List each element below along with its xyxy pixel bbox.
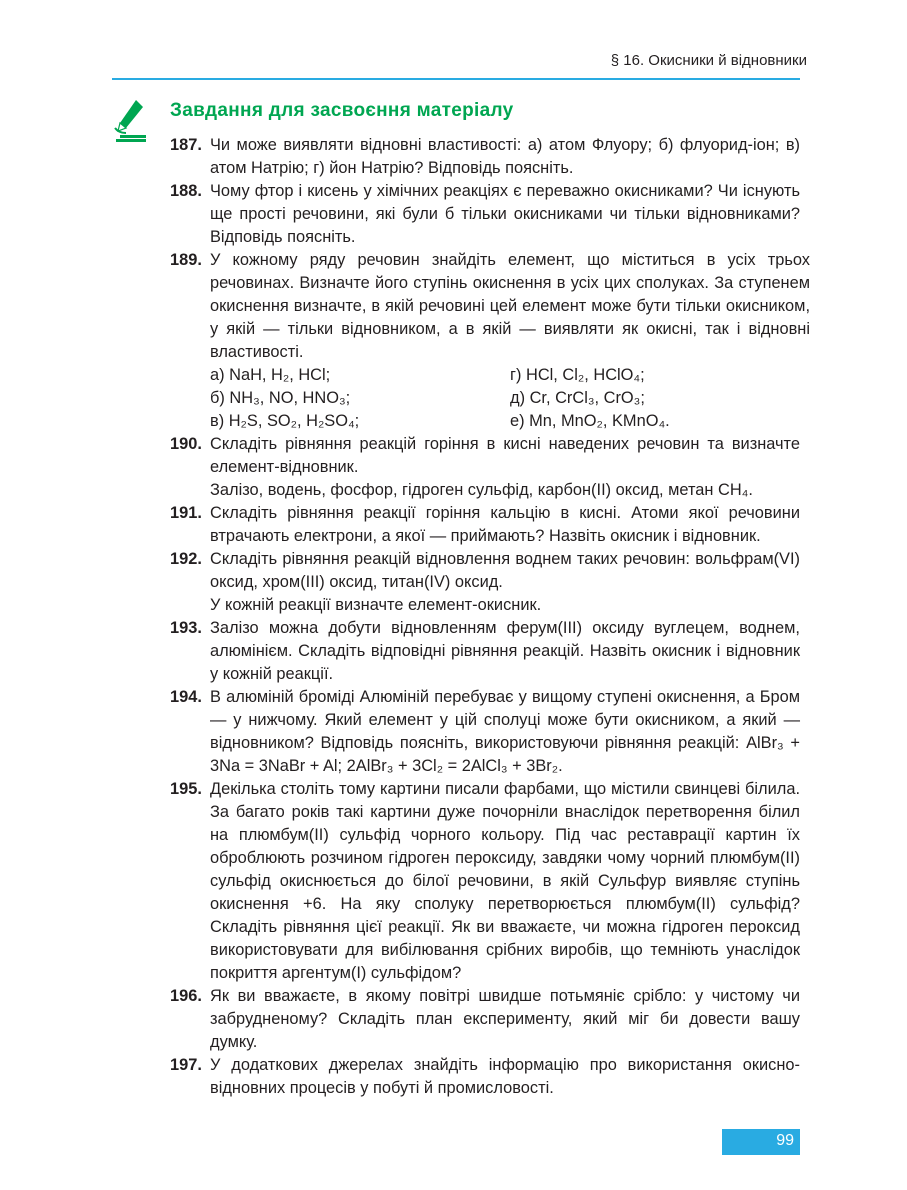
option-d: д) Cr, CrCl₃, CrO₃;	[510, 389, 645, 407]
task-text: Як ви вважаєте, в якому повітрі швидше потьмяніє срібло: у чистому чи забрудненому? Складіть план експерименту, який міг би довести вашу думку.	[210, 987, 800, 1051]
task-194	[170, 686, 800, 778]
task-197	[170, 1054, 800, 1100]
task-195	[170, 778, 800, 985]
task-text: Складіть рівняння реакцій горіння в кисні наведених речовин та визначте елемент-відновник.	[210, 435, 800, 476]
task-text: Залізо можна добути відновленням ферум(ІІІ) оксиду вуглецем, воднем, алюмінієм. Складіть відповідні рівняння реакцій. Назвіть окисник і відновник у кожній реакції.	[210, 619, 800, 683]
task-number: 196.	[170, 987, 202, 1005]
task-189	[170, 249, 810, 433]
task-191	[170, 502, 800, 548]
header-rule	[112, 78, 800, 80]
page-header	[0, 0, 907, 80]
task-text: У додаткових джерелах знайдіть інформацію про використання окисно-відновних процесів у побуті й промисловості.	[210, 1056, 800, 1097]
task-number: 194.	[170, 688, 202, 706]
page-number-badge	[722, 1129, 800, 1155]
task-190	[170, 433, 800, 502]
task-192	[170, 548, 800, 617]
task-extra: Залізо, водень, фосфор, гідроген сульфід, карбон(ІІ) оксид, метан CH₄.	[210, 481, 753, 499]
task-number: 197.	[170, 1056, 202, 1074]
task-number: 189.	[170, 251, 202, 269]
task-187	[170, 134, 800, 180]
task-188	[170, 180, 800, 249]
option-v: в) H₂S, SO₂, H₂SO₄;	[210, 412, 360, 430]
option-g: г) HCl, Cl₂, HClO₄;	[510, 366, 645, 384]
task-text: В алюміній броміді Алюміній перебуває у вищому ступені окиснення, а Бром — у нижчому. Який елемент у цій сполуці може бути окисником, а який — відновником? Відповідь поясніть, використовуючи рівняння реакцій: AlBr₃ + 3Na = 3NaBr + Al; 2AlBr₃ + 3Cl₂ = 2AlCl₃ + 3Br₂.	[210, 688, 800, 775]
task-options	[210, 364, 810, 433]
task-196	[170, 985, 800, 1054]
task-text: Складіть рівняння реакцій відновлення воднем таких речовин: вольфрам(VI) оксид, хром(ІІІ) оксид, титан(IV) оксид.	[210, 550, 800, 591]
option-b: б) NH₃, NO, HNO₃;	[210, 389, 351, 407]
task-number: 195.	[170, 780, 202, 798]
task-text: Чому фтор і кисень у хімічних реакціях є переважно окисниками? Чи існують ще прості речовини, які були б тільки окисниками чи тільки відновниками? Відповідь поясніть.	[210, 182, 800, 246]
task-number: 187.	[170, 136, 202, 154]
task-extra: У кожній реакції визначте елемент-окисник.	[210, 596, 542, 614]
task-number: 190.	[170, 435, 202, 453]
task-text: Чи може виявляти відновні властивості: а) атом Флуору; б) флуорид-іон; в) атом Натрію; г) йон Натрію? Відповідь поясніть.	[210, 136, 800, 177]
task-text: Декілька століть тому картини писали фарбами, що містили свинцеві білила. За багато років такі картини дуже почорніли внаслідок перетворення білил на плюмбум(ІІ) сульфід чорного кольору. Під час реставрації картин їх оброблюють розчином гідроген пероксиду, завдяки чому чорний плюмбум(ІІ) сульфід окиснюється до білої речовини, в якій Сульфур виявляє ступінь окиснення +6. На яку сполуку перетворюється плюмбум(ІІ) сульфід? Складіть рівняння цієї реакції. Як ви вважаєте, чи можна гідроген пероксид використовувати для вибілювання срібних виробів, що темніють унаслідок покриття аргентум(І) сульфідом?	[210, 780, 800, 982]
option-a: а) NaH, H₂, HCl;	[210, 366, 331, 384]
running-header: § 16. Окисники й відновники	[610, 52, 807, 69]
task-number: 192.	[170, 550, 202, 568]
pencil-exercise-icon	[112, 98, 146, 142]
option-e: е) Mn, MnO₂, KMnO₄.	[510, 412, 670, 430]
task-number: 191.	[170, 504, 202, 522]
task-193	[170, 617, 800, 686]
section-title: Завдання для засвоєння матеріалу	[170, 100, 514, 121]
task-number: 188.	[170, 182, 202, 200]
page-number: 99	[776, 1132, 794, 1149]
task-text: Складіть рівняння реакції горіння кальцію в кисні. Атоми якої речовини втрачають електрони, а якої — приймають? Назвіть окисник і відновник.	[210, 504, 800, 545]
task-list	[170, 134, 810, 1100]
task-number: 193.	[170, 619, 202, 637]
task-text: У кожному ряду речовин знайдіть елемент, що міститься в усіх трьох речовинах. Визначте його ступінь окиснення в усіх цих сполуках. За ступенем окиснення визначте, в якій речовині цей елемент може бути тільки окисником, у якій — тільки відновником, а в якій — виявляти як окисні, так і відновні властивості.	[210, 251, 810, 361]
